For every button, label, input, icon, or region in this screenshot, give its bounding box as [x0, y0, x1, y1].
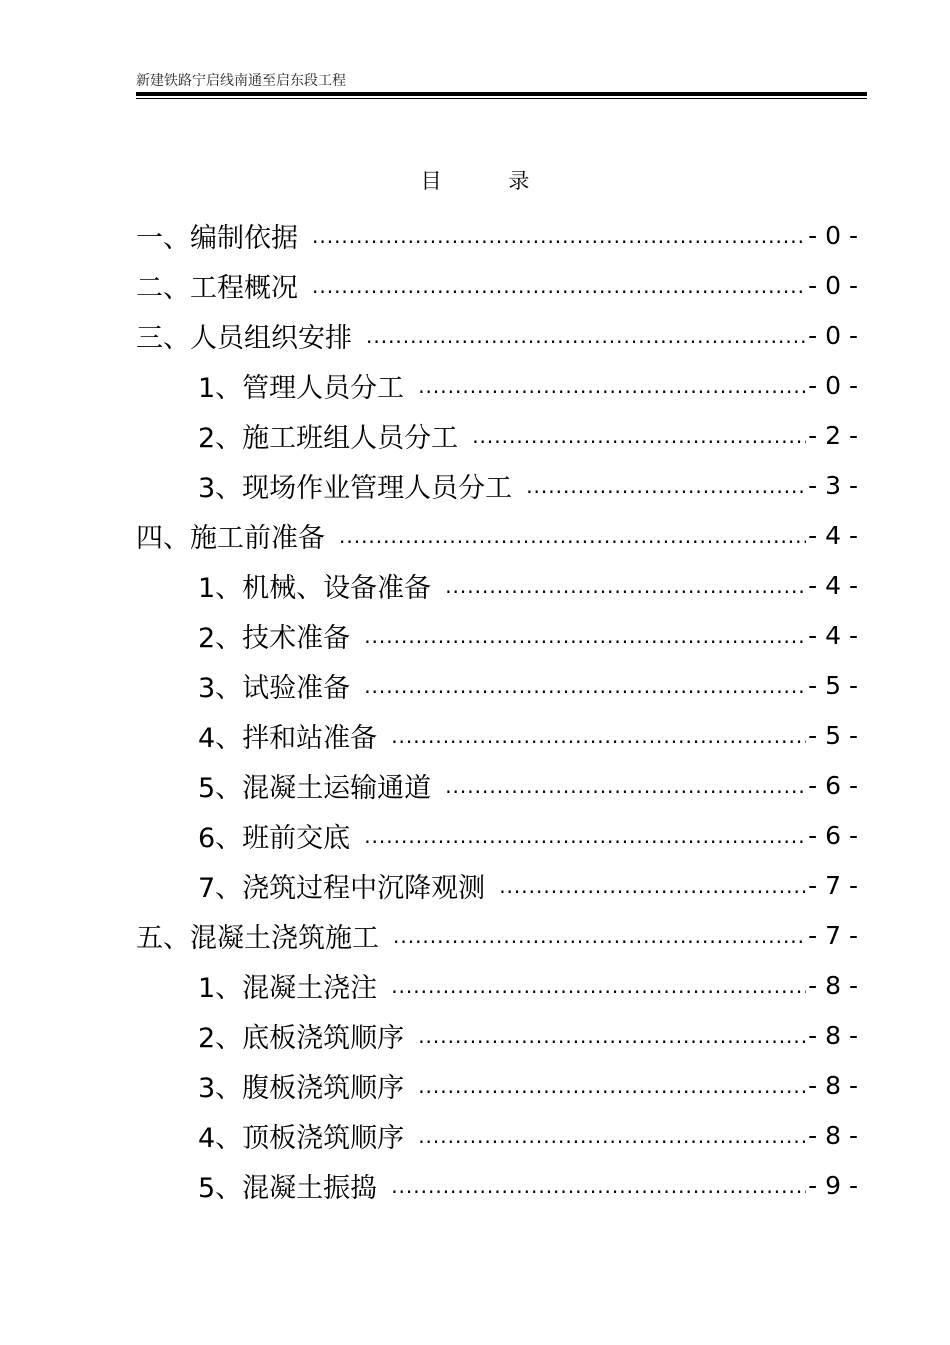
toc-entry-page-number: - 0 -: [808, 220, 858, 250]
toc-entry[interactable]: [136, 660, 858, 710]
toc-dot-leader: [391, 1174, 806, 1198]
toc-entry-label: 3、腹板浇筑顺序: [198, 1072, 405, 1104]
toc-entry-page-number: - 9 -: [808, 1170, 858, 1200]
running-header: 新建铁路宁启线南通至启东段工程: [136, 73, 346, 89]
toc-dot-leader: [366, 324, 806, 348]
toc-entry-page-number: - 6 -: [808, 770, 858, 800]
toc-entry[interactable]: [136, 460, 858, 510]
toc-entry[interactable]: [136, 760, 858, 810]
toc-entry-page-number: - 6 -: [808, 820, 858, 850]
toc-entry-label: 3、试验准备: [198, 672, 351, 704]
toc-entry-label: 2、施工班组人员分工: [198, 422, 459, 454]
toc-entry-page-number: - 5 -: [808, 720, 858, 750]
toc-entry[interactable]: [136, 1110, 858, 1160]
toc-dot-leader: [312, 274, 806, 298]
toc-entry-label: 1、混凝土浇注: [198, 972, 378, 1004]
toc-dot-leader: [339, 524, 806, 548]
toc-entry[interactable]: [136, 710, 858, 760]
table-of-contents: [136, 210, 858, 1210]
toc-entry-page-number: - 8 -: [808, 1070, 858, 1100]
toc-dot-leader: [391, 974, 806, 998]
toc-entry-page-number: - 3 -: [808, 470, 858, 500]
toc-entry[interactable]: [136, 910, 858, 960]
toc-dot-leader: [393, 924, 806, 948]
toc-entry[interactable]: [136, 860, 858, 910]
toc-entry[interactable]: [136, 1060, 858, 1110]
toc-dot-leader: [472, 424, 806, 448]
toc-entry-page-number: - 4 -: [808, 520, 858, 550]
toc-entry-page-number: - 4 -: [808, 620, 858, 650]
toc-dot-leader: [499, 874, 806, 898]
toc-title: [0, 165, 950, 195]
toc-entry[interactable]: [136, 810, 858, 860]
toc-entry-label: 3、现场作业管理人员分工: [198, 472, 513, 504]
toc-entry[interactable]: [136, 260, 858, 310]
toc-entry-label: 4、拌和站准备: [198, 722, 378, 754]
header-rule-thin: [136, 98, 867, 99]
toc-dot-leader: [364, 674, 806, 698]
toc-dot-leader: [364, 824, 806, 848]
toc-entry-label: 5、混凝土运输通道: [198, 772, 432, 804]
toc-entry-page-number: - 8 -: [808, 1120, 858, 1150]
toc-entry-label: 4、顶板浇筑顺序: [198, 1122, 405, 1154]
toc-entry[interactable]: [136, 510, 858, 560]
toc-entry-page-number: - 2 -: [808, 420, 858, 450]
toc-entry[interactable]: [136, 1010, 858, 1060]
toc-entry-page-number: - 8 -: [808, 1020, 858, 1050]
toc-entry-label: 2、底板浇筑顺序: [198, 1022, 405, 1054]
toc-entry-label: 二、工程概况: [136, 272, 298, 304]
toc-entry-page-number: - 7 -: [808, 920, 858, 950]
toc-entry[interactable]: [136, 360, 858, 410]
toc-dot-leader: [445, 774, 806, 798]
toc-entry-page-number: - 8 -: [808, 970, 858, 1000]
toc-entry-label: 5、混凝土振捣: [198, 1172, 378, 1204]
toc-entry-label: 1、机械、设备准备: [198, 572, 432, 604]
toc-dot-leader: [391, 724, 806, 748]
toc-dot-leader: [418, 374, 806, 398]
toc-entry-page-number: - 7 -: [808, 870, 858, 900]
toc-dot-leader: [418, 1124, 806, 1148]
toc-entry[interactable]: [136, 210, 858, 260]
toc-dot-leader: [418, 1024, 806, 1048]
toc-entry-label: 1、管理人员分工: [198, 372, 405, 404]
toc-title-left: 目: [420, 169, 442, 193]
toc-dot-leader: [418, 1074, 806, 1098]
toc-entry-page-number: - 0 -: [808, 270, 858, 300]
toc-entry[interactable]: [136, 560, 858, 610]
toc-dot-leader: [445, 574, 806, 598]
toc-entry-page-number: - 5 -: [808, 670, 858, 700]
toc-entry-page-number: - 4 -: [808, 570, 858, 600]
toc-dot-leader: [364, 624, 806, 648]
toc-dot-leader: [526, 474, 806, 498]
toc-entry-label: 四、施工前准备: [136, 522, 325, 554]
toc-entry-page-number: - 0 -: [808, 320, 858, 350]
toc-entry[interactable]: [136, 310, 858, 360]
toc-entry-label: 一、编制依据: [136, 222, 298, 254]
header-rule-thick: [136, 92, 867, 96]
toc-entry[interactable]: [136, 1160, 858, 1210]
toc-entry[interactable]: [136, 610, 858, 660]
toc-entry-label: 7、浇筑过程中沉降观测: [198, 872, 486, 904]
toc-entry-label: 五、混凝土浇筑施工: [136, 922, 379, 954]
toc-entry-label: 三、人员组织安排: [136, 322, 352, 354]
toc-dot-leader: [312, 224, 806, 248]
toc-entry-page-number: - 0 -: [808, 370, 858, 400]
toc-title-right: 录: [508, 169, 530, 193]
toc-entry-label: 6、班前交底: [198, 822, 351, 854]
toc-entry[interactable]: [136, 410, 858, 460]
toc-entry[interactable]: [136, 960, 858, 1010]
toc-entry-label: 2、技术准备: [198, 622, 351, 654]
